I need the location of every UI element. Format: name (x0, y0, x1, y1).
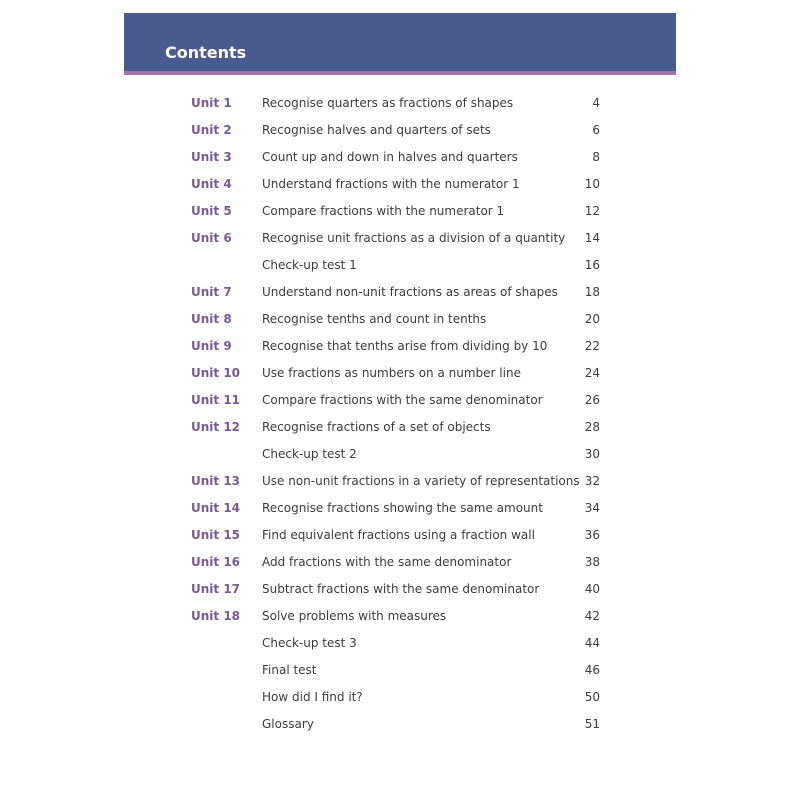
unit-label: Unit 11 (191, 393, 241, 407)
toc-entry (0, 144, 800, 171)
entry-title: Check-up test 1 (262, 258, 357, 272)
page-number: 40 (584, 582, 600, 596)
toc-entry (0, 387, 800, 414)
entry-title: Glossary (262, 717, 314, 731)
page-number: 36 (584, 528, 600, 542)
toc-entry (0, 711, 800, 738)
toc-entry (0, 603, 800, 630)
toc-entry (0, 522, 800, 549)
toc-entry (0, 684, 800, 711)
toc-entry (0, 306, 800, 333)
page-number: 51 (584, 717, 600, 731)
toc-entry (0, 468, 800, 495)
unit-label: Unit 5 (191, 204, 232, 218)
unit-label: Unit 9 (191, 339, 232, 353)
unit-label: Unit 7 (191, 285, 232, 299)
entry-title: Recognise halves and quarters of sets (262, 123, 491, 137)
table-of-contents (0, 90, 800, 738)
entry-title: Understand non-unit fractions as areas of shapes (262, 285, 558, 299)
unit-label: Unit 14 (191, 501, 241, 515)
page-number: 24 (584, 366, 600, 380)
page-number: 20 (584, 312, 600, 326)
unit-label: Unit 13 (191, 474, 241, 488)
entry-title: Subtract fractions with the same denominator (262, 582, 540, 596)
unit-label: Unit 6 (191, 231, 232, 245)
toc-entry (0, 360, 800, 387)
toc-entry (0, 252, 800, 279)
unit-label: Unit 2 (191, 123, 232, 137)
unit-label: Unit 1 (191, 96, 232, 110)
unit-label: Unit 8 (191, 312, 232, 326)
entry-title: Use fractions as numbers on a number line (262, 366, 521, 380)
page-number: 28 (584, 420, 600, 434)
entry-title: Use non-unit fractions in a variety of representations (262, 474, 580, 488)
toc-entry (0, 414, 800, 441)
entry-title: Recognise quarters as fractions of shapes (262, 96, 514, 110)
unit-label: Unit 15 (191, 528, 241, 542)
entry-title: Recognise tenths and count in tenths (262, 312, 487, 326)
unit-label: Unit 4 (191, 177, 232, 191)
page-number: 10 (584, 177, 600, 191)
page-title: Contents (165, 43, 247, 62)
toc-entry (0, 117, 800, 144)
entry-title: Add fractions with the same denominator (262, 555, 512, 569)
entry-title: Recognise that tenths arise from dividing by 10 (262, 339, 548, 353)
toc-entry (0, 441, 800, 468)
unit-label: Unit 12 (191, 420, 241, 434)
page-number: 32 (584, 474, 600, 488)
header-rule (124, 71, 676, 75)
unit-label: Unit 10 (191, 366, 241, 380)
entry-title: Compare fractions with the same denominator (262, 393, 543, 407)
page-number: 44 (584, 636, 600, 650)
page-number: 50 (584, 690, 600, 704)
toc-entry (0, 549, 800, 576)
page-number: 46 (584, 663, 600, 677)
page-number: 12 (584, 204, 600, 218)
toc-entry (0, 225, 800, 252)
page-number: 26 (584, 393, 600, 407)
entry-title: Final test (262, 663, 317, 677)
page-number: 22 (584, 339, 600, 353)
unit-label: Unit 17 (191, 582, 241, 596)
entry-title: Recognise unit fractions as a division of a quantity (262, 231, 566, 245)
unit-label: Unit 16 (191, 555, 241, 569)
unit-label: Unit 3 (191, 150, 232, 164)
unit-label: Unit 18 (191, 609, 241, 623)
toc-entry (0, 90, 800, 117)
page-number: 34 (584, 501, 600, 515)
toc-entry (0, 630, 800, 657)
entry-title: Understand fractions with the numerator 1 (262, 177, 520, 191)
page-number: 8 (592, 150, 600, 164)
toc-entry (0, 657, 800, 684)
toc-entry (0, 171, 800, 198)
page-number: 30 (584, 447, 600, 461)
page-number: 16 (584, 258, 600, 272)
entry-title: Recognise fractions of a set of objects (262, 420, 491, 434)
page-number: 38 (584, 555, 600, 569)
toc-entry (0, 198, 800, 225)
toc-entry (0, 333, 800, 360)
entry-title: Compare fractions with the numerator 1 (262, 204, 505, 218)
page-number: 4 (592, 96, 600, 110)
toc-entry (0, 495, 800, 522)
entry-title: Recognise fractions showing the same amount (262, 501, 543, 515)
page-number: 6 (592, 123, 600, 137)
entry-title: Find equivalent fractions using a fraction wall (262, 528, 535, 542)
entry-title: Solve problems with measures (262, 609, 447, 623)
entry-title: Count up and down in halves and quarters (262, 150, 518, 164)
page-number: 42 (584, 609, 600, 623)
toc-entry (0, 576, 800, 603)
entry-title: Check-up test 3 (262, 636, 357, 650)
page-number: 14 (584, 231, 600, 245)
toc-entry (0, 279, 800, 306)
entry-title: How did I find it? (262, 690, 363, 704)
page-number: 18 (584, 285, 600, 299)
entry-title: Check-up test 2 (262, 447, 357, 461)
